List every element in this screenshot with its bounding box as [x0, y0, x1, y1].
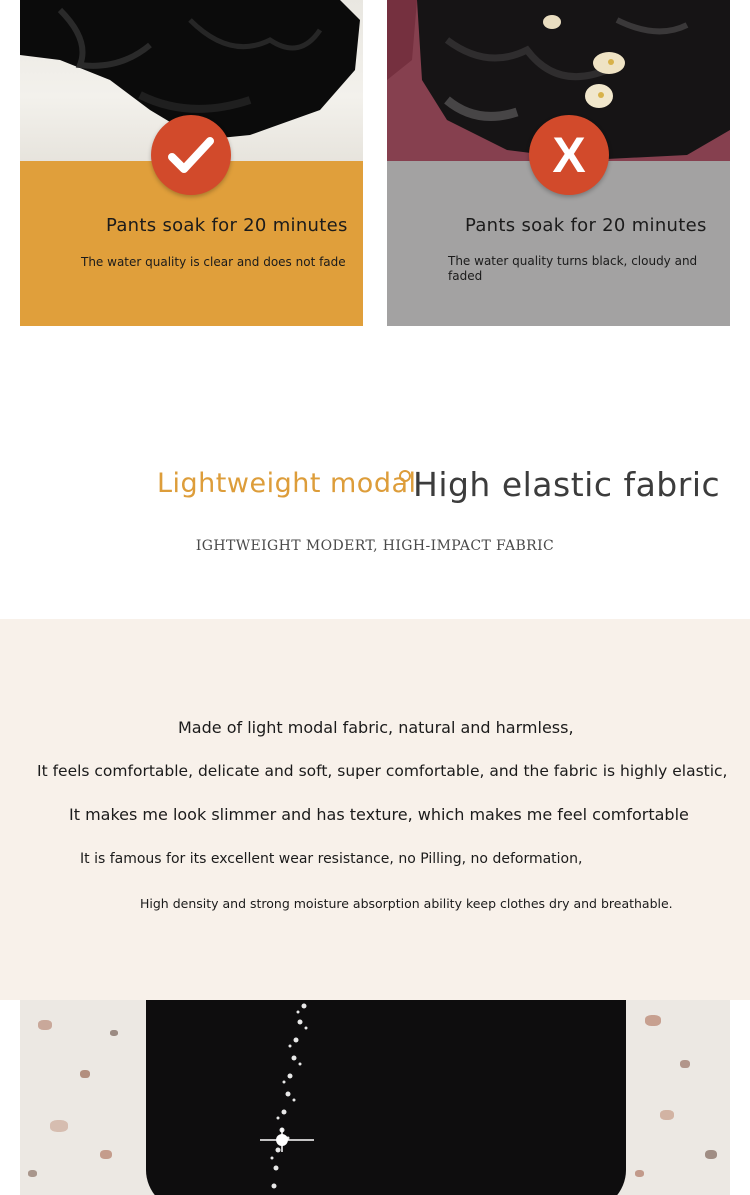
- description-line-4: It is famous for its excellent wear resistance, no Pilling, no deformation,: [80, 851, 583, 867]
- terrazzo-speck: [635, 1170, 644, 1177]
- checkmark-badge: [151, 115, 231, 195]
- heading-orange-text: Lightweight modal: [157, 468, 417, 499]
- bad-panel-title: Pants soak for 20 minutes: [465, 215, 707, 236]
- terrazzo-speck: [100, 1150, 112, 1159]
- terrazzo-speck: [38, 1020, 52, 1030]
- terrazzo-speck: [705, 1150, 717, 1159]
- terrazzo-speck: [80, 1070, 90, 1078]
- bad-panel-subtitle: The water quality turns black, cloudy and faded: [448, 254, 698, 283]
- terrazzo-speck: [680, 1060, 690, 1068]
- black-leggings: [146, 1000, 626, 1195]
- description-line-5: High density and strong moisture absorption ability keep clothes dry and breathable.: [140, 896, 673, 911]
- heading-gray-text: High elastic fabric: [413, 465, 721, 504]
- description-line-2: It feels comfortable, delicate and soft, super comfortable, and the fabric is highly elastic,: [37, 762, 728, 780]
- terrazzo-speck: [660, 1110, 674, 1120]
- heading-subtitle: IGHTWEIGHT MODERT, HIGH-IMPACT FABRIC: [195, 538, 555, 554]
- x-icon: X: [552, 127, 586, 183]
- product-photo: [20, 1000, 730, 1195]
- heading-ring-decoration: [399, 470, 411, 482]
- description-line-3: It makes me look slimmer and has texture, which makes me feel comfortable: [69, 805, 689, 824]
- terrazzo-speck: [645, 1015, 661, 1026]
- terrazzo-speck: [110, 1030, 118, 1036]
- checkmark-icon: [168, 135, 214, 175]
- good-panel-subtitle: The water quality is clear and does not fade: [81, 255, 346, 269]
- description-line-1: Made of light modal fabric, natural and harmless,: [178, 718, 574, 737]
- terrazzo-speck: [28, 1170, 37, 1177]
- good-panel-title: Pants soak for 20 minutes: [106, 215, 348, 236]
- terrazzo-speck: [50, 1120, 68, 1132]
- rhinestone-stripe: [260, 1000, 340, 1195]
- x-badge: [529, 115, 609, 195]
